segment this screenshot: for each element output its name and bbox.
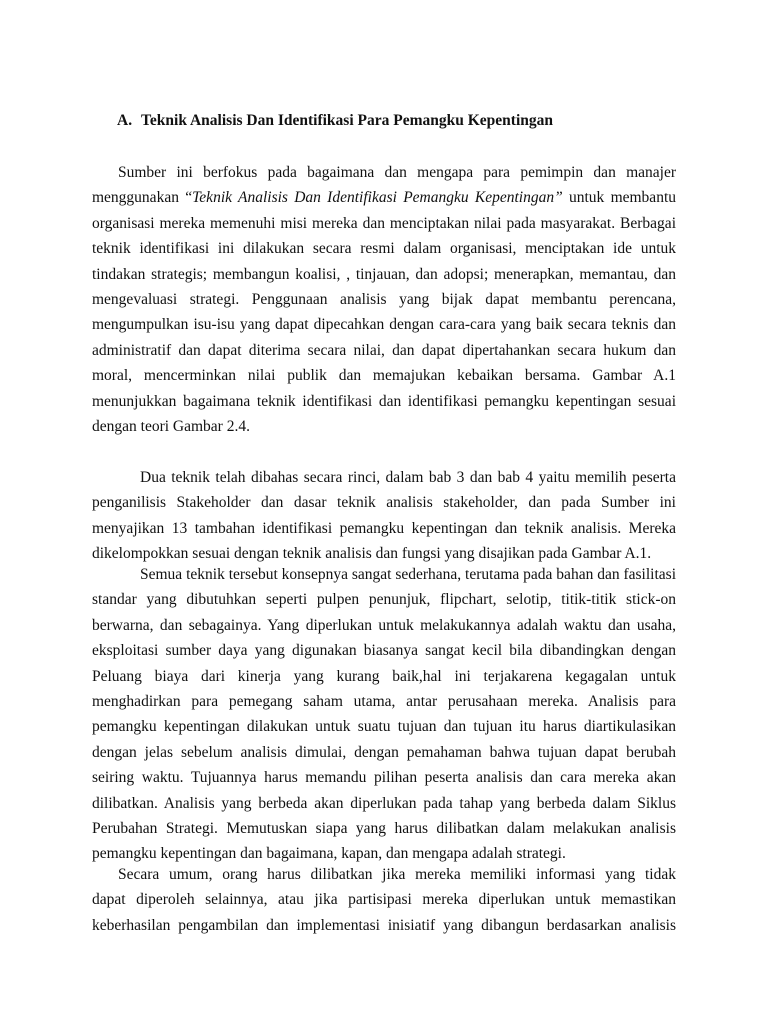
line-text: untuk membantu <box>562 189 676 207</box>
paragraph-line: administratif dan dapat diterima secara nilai, dan dapat dipertahankan secara hukum dan <box>92 341 676 359</box>
line-text: menggunakan “ <box>92 189 193 207</box>
paragraph-line: seiring waktu. Tujuannya harus memandu pilihan peserta analisis dan cara mereka akan <box>92 769 676 787</box>
paragraph-line: berwarna, dan sebagainya. Yang diperlukan untuk melakukannya adalah waktu dan usaha, <box>92 616 676 634</box>
paragraph-3 <box>92 562 676 867</box>
paragraph-line: organisasi mereka memenuhi misi mereka dan menciptakan nilai pada masyarakat. Berbagai <box>92 214 676 232</box>
paragraph-line: dilibatkan. Analisis yang berbeda akan diperlukan pada tahap yang berbeda dalam Siklus <box>92 794 676 812</box>
paragraph-line: Peluang biaya dari kinerja yang kurang baik,hal ini terjakarena kegagalan untuk <box>92 667 676 685</box>
paragraph-line: dapat diperoleh selainnya, atau jika partisipasi mereka diperlukan untuk memastikan <box>92 891 676 909</box>
paragraph-line: dengan teori Gambar 2.4. <box>92 417 250 435</box>
paragraph-line: standar yang dibutuhkan seperti pulpen penunjuk, flipchart, selotip, titik-titik stick-on <box>92 591 676 609</box>
paragraph-line: Semua teknik tersebut konsepnya sangat sederhana, terutama pada bahan dan fasilitasi <box>140 566 676 583</box>
paragraph-line: Dua teknik telah dibahas secara rinci, dalam bab 3 dan bab 4 yaitu memilih peserta <box>140 469 676 486</box>
paragraph-line <box>92 185 676 210</box>
paragraph-line: tindakan strategis; membangun koalisi, , tinjauan, dan adopsi; menerapkan, memantau, dan <box>92 265 676 283</box>
paragraph-line: dikelompokkan sesuai dengan teknik analisis dan fungsi yang disajikan pada Gambar A.1. <box>92 545 652 563</box>
paragraph-line: eksploitasi sumber daya yang digunakan biasanya sangat kecil bila dibandingkan dengan <box>92 642 676 660</box>
paragraph-line: mengevaluasi strategi. Penggunaan analisis yang bijak dapat membantu perencana, <box>92 290 676 308</box>
paragraph-2 <box>92 465 676 567</box>
paragraph-line: mengumpulkan isu-isu yang dapat dipecahkan dengan cara-cara yang baik secara teknis dan <box>92 316 676 334</box>
paragraph-line: teknik identifikasi ini dilakukan secara resmi dalam organisasi, menciptakan ide untuk <box>92 240 676 258</box>
paragraph-line: menunjukkan bagaimana teknik identifikasi dan identifikasi pemangku kepentingan sesuai <box>92 392 676 410</box>
paragraph-1 <box>92 160 676 439</box>
section-number: A. <box>117 112 133 129</box>
paragraph-4 <box>92 862 676 938</box>
paragraph-line: Secara umum, orang harus dilibatkan jika mereka memiliki informasi yang tidak <box>118 866 676 883</box>
italic-technique-title: Teknik Analisis Dan Identifikasi Pemangku Kepentingan” <box>192 189 563 207</box>
paragraph-line: pemangku kepentingan dan bagaimana, kapan, dan mengapa adalah strategi. <box>92 845 566 863</box>
paragraph-line: pemangku kepentingan dilakukan untuk suatu tujuan dan tujuan itu harus diartikulasikan <box>92 718 676 736</box>
paragraph-line: menghadirkan para pemegang saham utama, antar perusahaan mereka. Analisis para <box>92 692 676 710</box>
paragraph-line: Perubahan Strategi. Memutuskan siapa yang harus dilibatkan dalam melakukan analisis <box>92 819 676 837</box>
paragraph-line: dengan jelas sebelum analisis dimulai, dengan pemahaman bahwa tujuan dapat berubah <box>92 743 676 761</box>
paragraph-line: Sumber ini berfokus pada bagaimana dan mengapa para pemimpin dan manajer <box>118 164 676 181</box>
paragraph-line: moral, mencerminkan nilai publik dan memajukan kebaikan bersama. Gambar A.1 <box>92 367 676 385</box>
section-heading <box>117 111 553 131</box>
paragraph-line: menyajikan 13 tambahan identifikasi pemangku kepentingan dan teknik analisis. Mereka <box>92 519 676 537</box>
paragraph-line: keberhasilan pengambilan dan implementasi inisiatif yang dibangun berdasarkan analisis <box>92 916 676 934</box>
paragraph-line: penganilisis Stakeholder dan dasar teknik analisis stakeholder, dan pada Sumber ini <box>92 494 676 512</box>
section-title: Teknik Analisis Dan Identifikasi Para Pemangku Kepentingan <box>141 112 553 129</box>
